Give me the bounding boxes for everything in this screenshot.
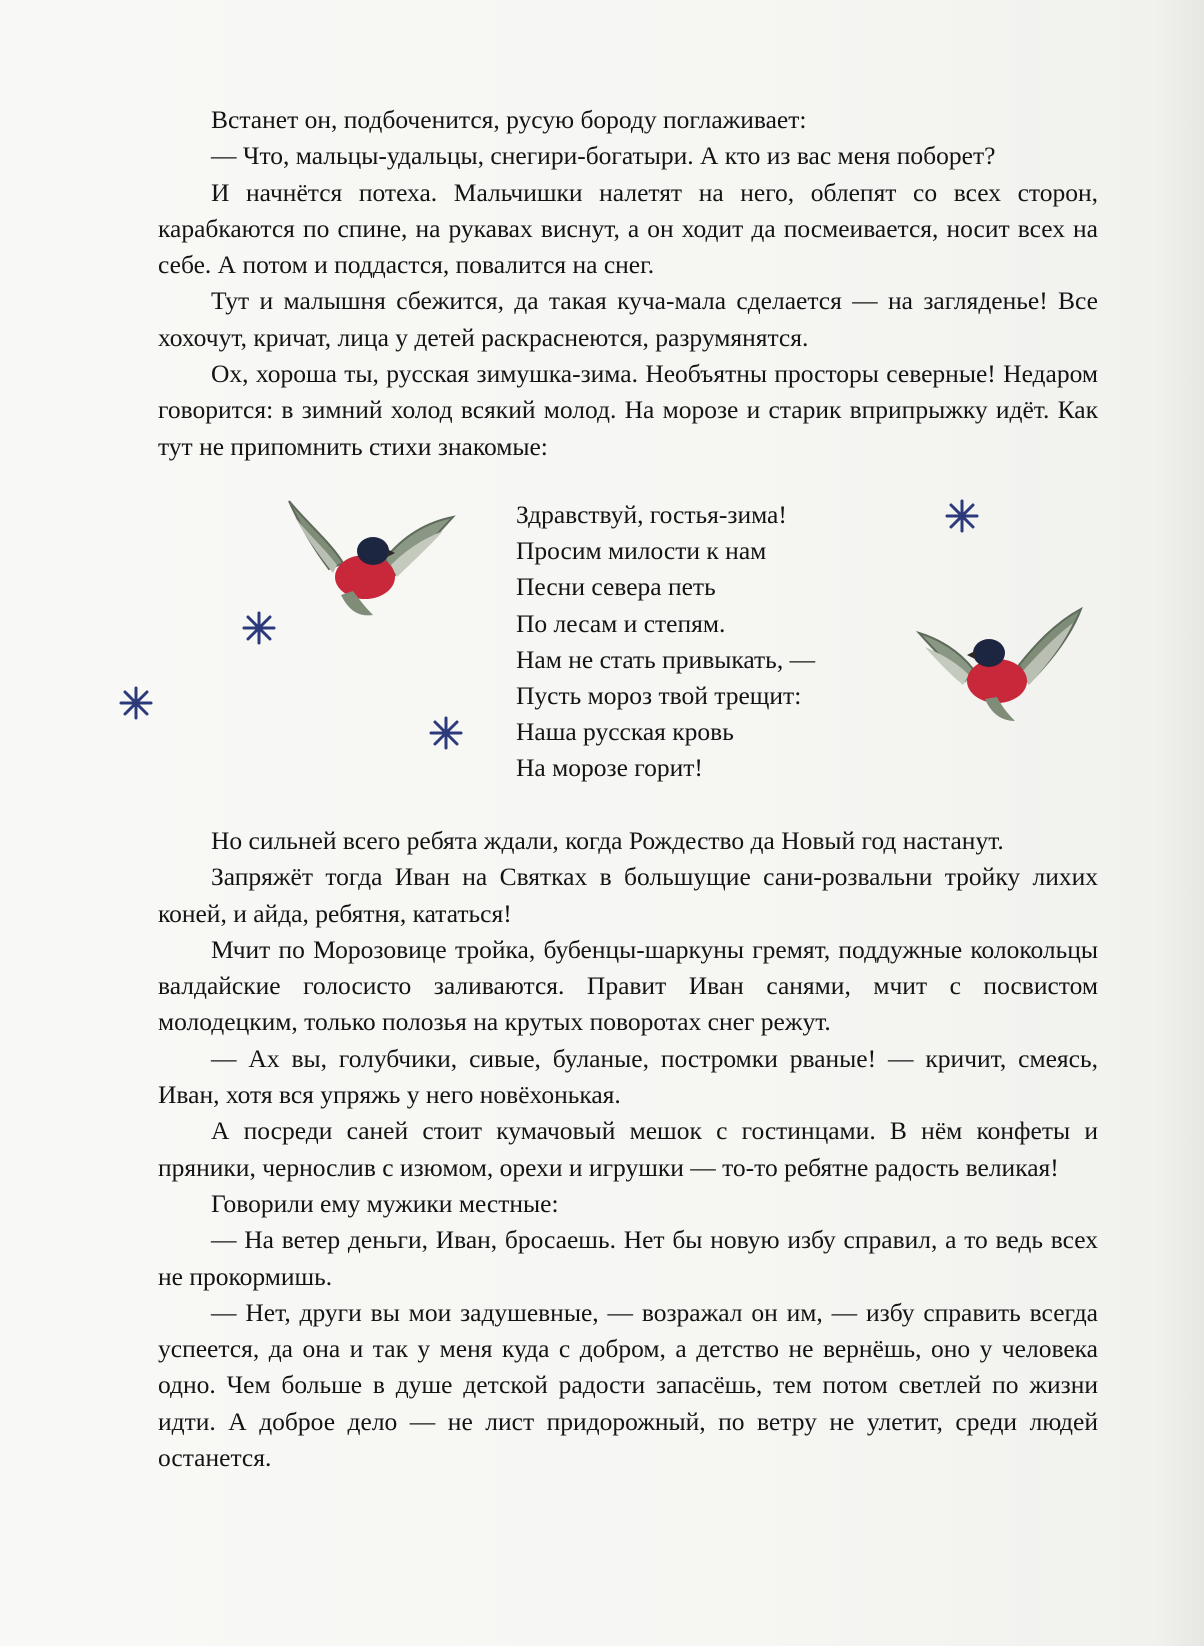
paragraph: Мчит по Морозовице тройка, бубенцы-шаркуны гремят, поддужные колокольцы валдайские голосисто заливаются. Правит Иван санями, мчит с посвистом молодецким, только полозья на крутых поворотах снег режут. (158, 934, 1098, 1037)
bullfinch-right-icon (915, 605, 1085, 725)
paragraph: — Ах вы, голубчики, сивые, буланые, постромки рваные! — кричит, смеясь, Иван, хотя вся упряжь у него новёхонькая. (158, 1043, 1098, 1110)
poem-line: Здравствуй, гостья-зима! (516, 500, 787, 529)
snowflake-icon (242, 611, 276, 645)
poem-line: Просим милости к нам (516, 536, 767, 566)
paragraph: Но сильней всего ребята ждали, когда Рождество да Новый год настанут. (211, 826, 1004, 855)
snowflake-icon (429, 716, 463, 750)
paragraph: — Нет, други вы мои задушевные, — возражал он им, — избу справить всегда успеется, да она и так у меня куда с добром, а детство не вернёшь, оно у человека одно. Чем больше в душе детской радости запасёшь, тем потом светлей по жизни идти. А доброе дело — не лист придорожный, по ветру не улетит, среди людей останется. (158, 1297, 1098, 1473)
poem-line: На морозе горит! (516, 753, 703, 783)
paragraph: Встанет он, подбоченится, русую бороду поглаживает: (211, 105, 807, 134)
paragraph: — Что, мальцы-удальцы, снегири-богатыри. А кто из вас меня поборет? (211, 141, 996, 171)
poem-line: Пусть мороз твой трещит: (516, 681, 802, 711)
text-block-bottom (158, 823, 1098, 1476)
poem-line: Песни севера петь (516, 572, 716, 602)
poem-line: Наша русская кровь (516, 717, 734, 747)
poem (516, 497, 815, 787)
paragraph: Тут и малышня сбежится, да такая куча-мала сделается — на загляденье! Все хохочут, кричат, лица у детей раскраснеются, разрумянятся. (158, 286, 1098, 352)
bullfinch-left-icon (283, 495, 459, 620)
poem-line: По лесам и степям. (516, 608, 726, 638)
paragraph: Запряжёт тогда Иван на Святках в большущие сани-розвальни тройку лихих коней, и айда, ребятня, кататься! (158, 862, 1098, 928)
snowflake-icon (945, 499, 979, 533)
poem-line: Нам не стать привыкать, — (516, 644, 816, 674)
paragraph: — На ветер деньги, Иван, бросаешь. Нет бы новую избу справил, а то ведь всех не прокормишь. (158, 1225, 1098, 1291)
paragraph: И начнётся потеха. Мальчишки налетят на него, облепят со всех сторон, карабкаются по спине, на рукавах виснут, а он ходит да посмеивается, носит всех на себе. А потом и поддастся, повалится на снег. (158, 177, 1098, 280)
text-block-top (158, 102, 1098, 465)
snowflake-icon (119, 686, 153, 720)
paragraph: Говорили ему мужики местные: (211, 1188, 559, 1218)
paragraph: А посреди саней стоит кумачовый мешок с гостинцами. В нём конфеты и пряники, чернослив с изюмом, орехи и игрушки — то-то ребятне радость великая! (158, 1116, 1098, 1182)
paragraph: Ох, хороша ты, русская зимушка-зима. Необъятны просторы северные! Недаром говорится: в зимний холод всякий молод. На морозе и старик вприпрыжку идёт. Как тут не припомнить стихи знакомые: (158, 359, 1098, 461)
